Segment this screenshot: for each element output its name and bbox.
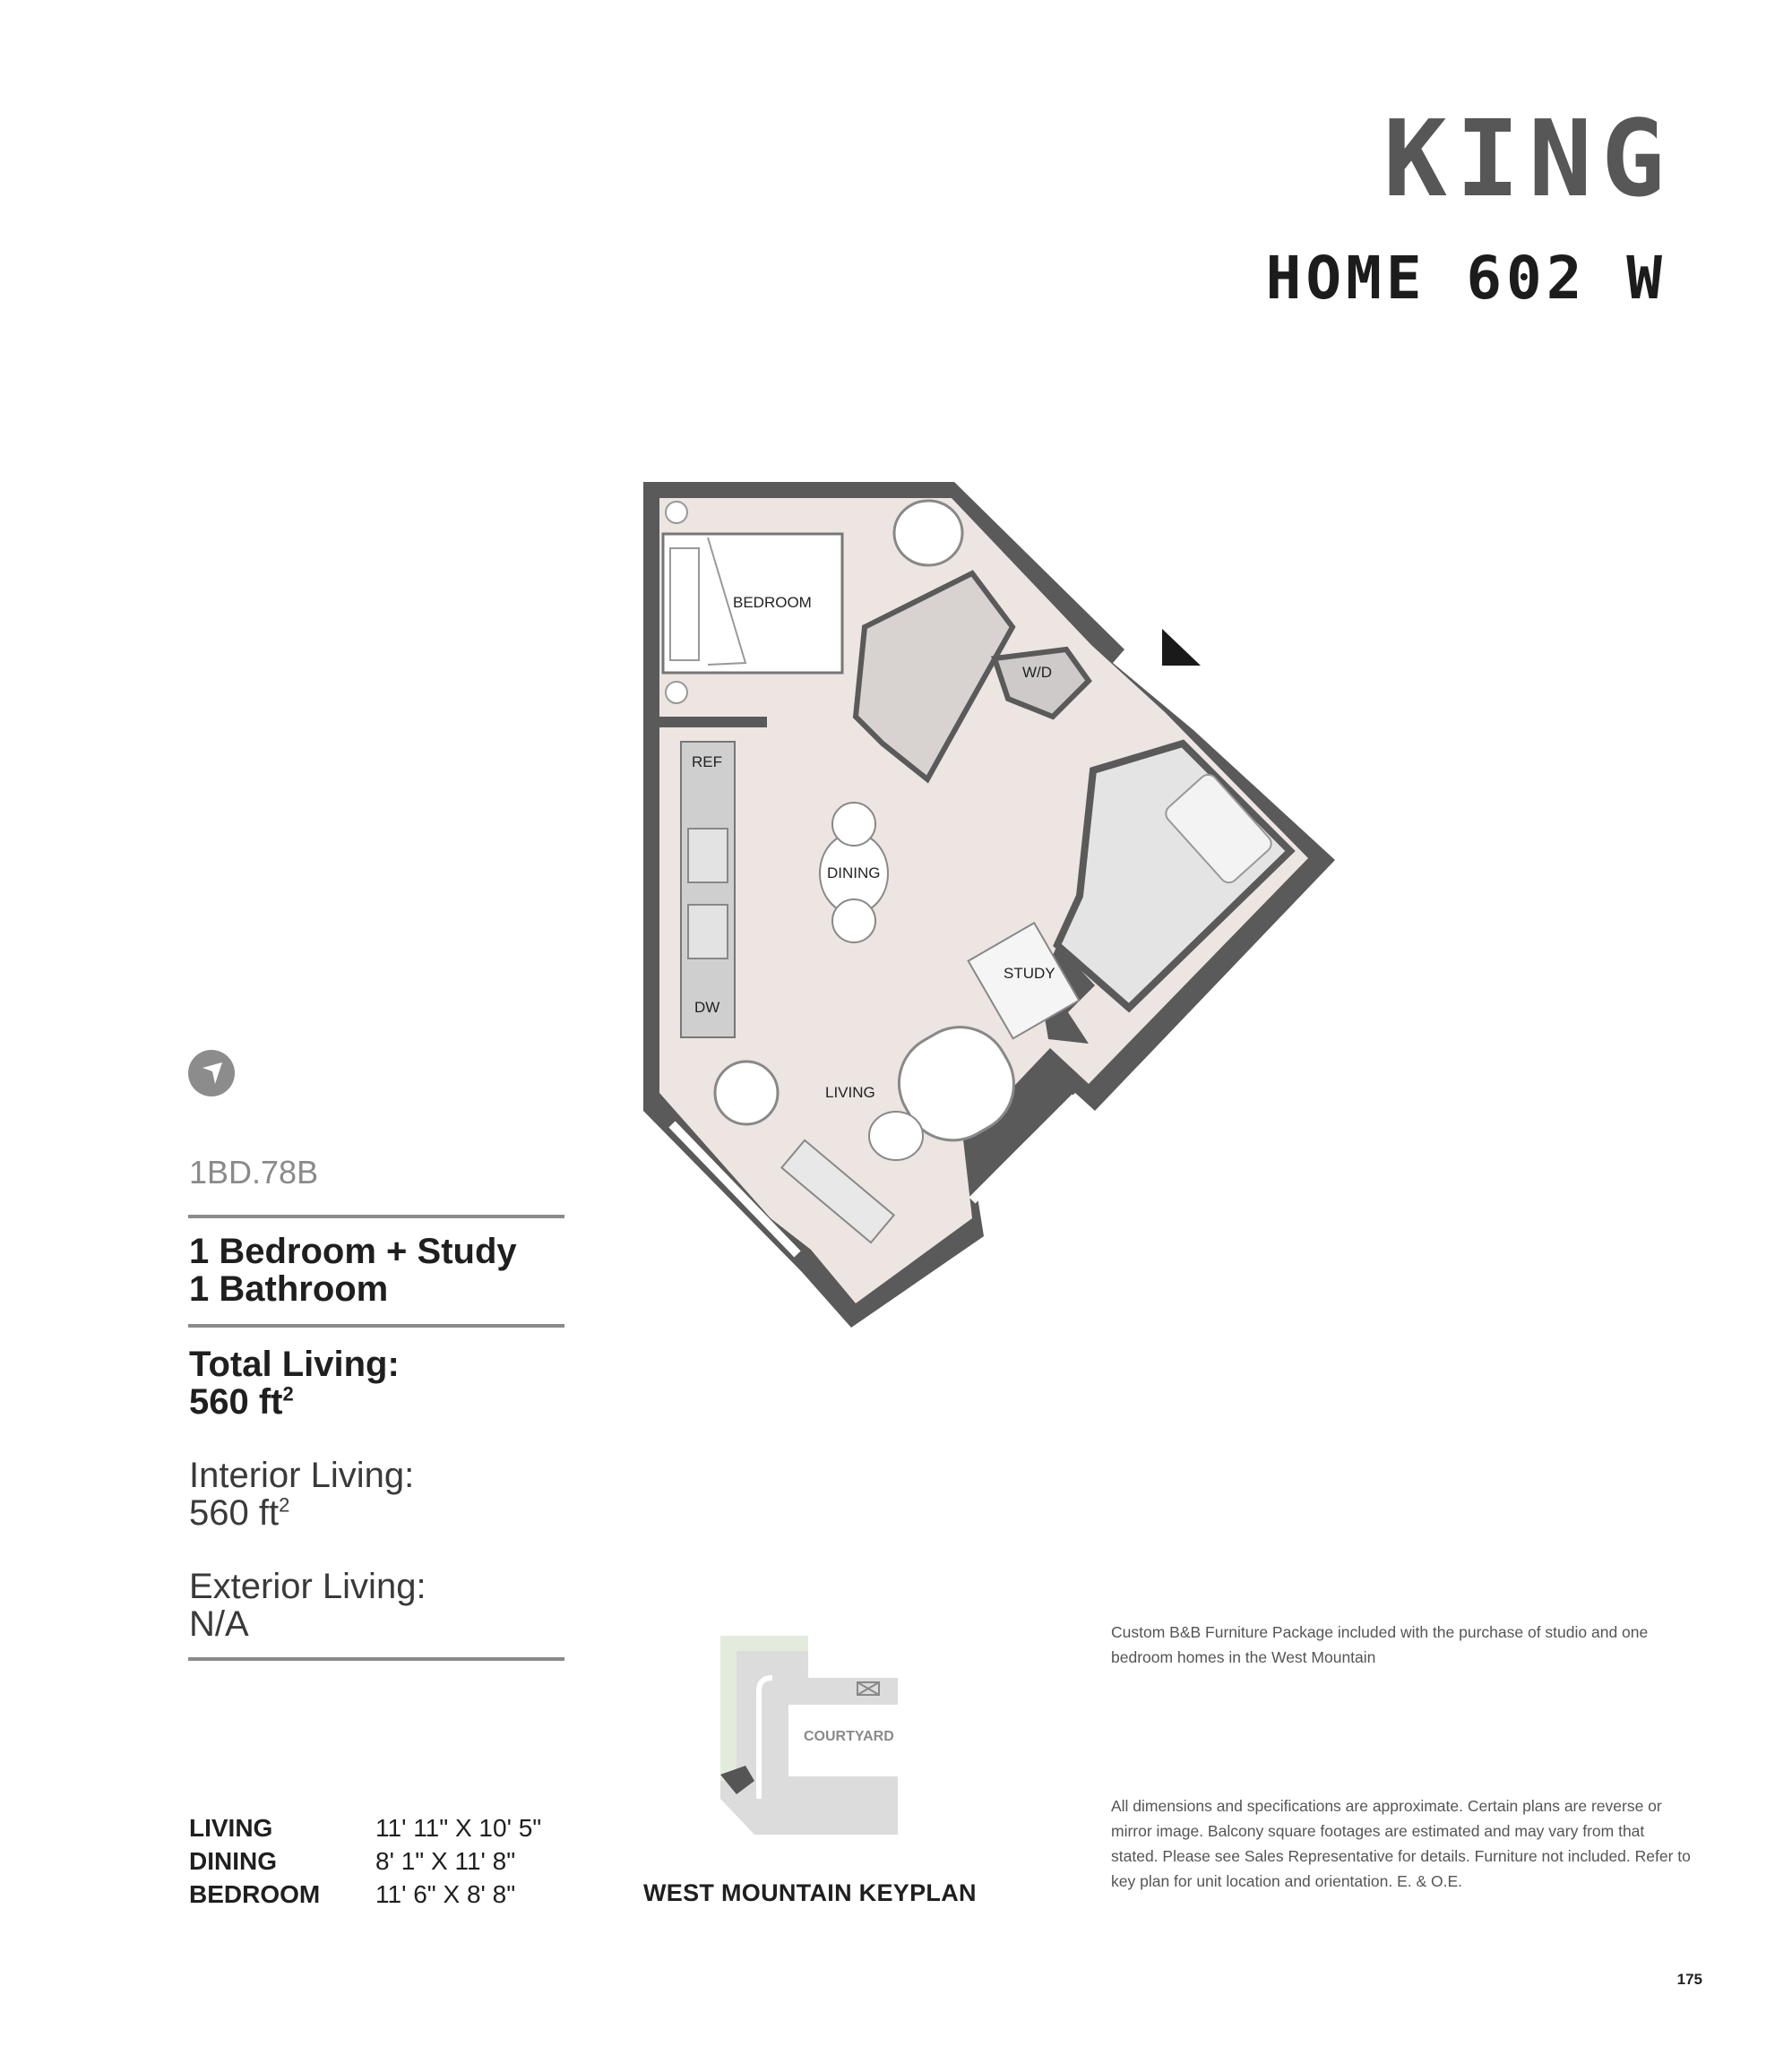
armchair-bedroom (894, 501, 962, 565)
table-row (189, 1878, 541, 1911)
north-arrow-icon (188, 1050, 235, 1096)
stove (688, 829, 728, 882)
pillow (670, 548, 699, 660)
room-label-living: LIVING (825, 1084, 875, 1101)
interior-living-label: Interior Living: (189, 1456, 415, 1495)
dimension-size: 11' 11" X 10' 5" (375, 1814, 542, 1842)
bathroom-count: 1 Bathroom (189, 1269, 389, 1309)
page-number: 175 (1676, 1971, 1702, 1988)
entry-marker-icon (1162, 629, 1201, 666)
coffee-table (869, 1112, 923, 1160)
keyplan-courtyard-label: COURTYARD (804, 1729, 894, 1744)
dimension-room: DINING (189, 1847, 277, 1875)
brand-logo-text: KING (1383, 97, 1674, 220)
divider (188, 1657, 564, 1661)
dining-chair-bottom (832, 899, 875, 942)
divider (188, 1215, 564, 1218)
bathroom (1057, 744, 1290, 1008)
dimension-room: LIVING (189, 1814, 273, 1842)
dimension-size: 8' 1" X 11' 8" (375, 1847, 516, 1875)
room-label-study: STUDY (1004, 965, 1055, 982)
dimension-room: BEDROOM (189, 1880, 321, 1908)
interior-living-value: 560 $ft^2$ (189, 1493, 290, 1533)
dimensions-table (189, 1811, 541, 1911)
divider (188, 1324, 564, 1328)
table-row (189, 1811, 541, 1844)
bedroom-count: 1 Bedroom + Study (189, 1232, 517, 1271)
dimension-size: 11' 6" X 8' 8" (375, 1880, 516, 1908)
exterior-living-value: N/A (189, 1604, 249, 1644)
table-row (189, 1844, 541, 1878)
total-living-label: Total Living: (189, 1345, 400, 1384)
dining-chair-top (832, 803, 875, 846)
armchair-living (715, 1062, 778, 1124)
home-title: HOME 602 W (1265, 244, 1667, 313)
kitchen-counter (681, 742, 735, 1037)
room-label-dw: DW (694, 999, 720, 1016)
sink (688, 905, 728, 959)
furniture-note: Custom B&B Furniture Package included with the purchase of studio and one bedroom homes in the West Mountain (1111, 1623, 1649, 1666)
room-label-wd: W/D (1022, 664, 1053, 681)
room-label-dining: DINING (827, 864, 881, 881)
exterior-living-label: Exterior Living: (189, 1567, 426, 1606)
bedroom-partition (659, 717, 767, 727)
keyplan-title: WEST MOUNTAIN KEYPLAN (643, 1879, 977, 1906)
room-label-ref: REF (692, 753, 722, 770)
keyplan-map (719, 1629, 902, 1844)
disclaimer-note: All dimensions and specifications are approximate. Certain plans are reverse or mirror image. Balcony square footages are estimated and may vary from that stated. Please see Sales Representative for details. Furniture not included. Refer to key plan for unit location and orientation. E. & O.E. (1111, 1797, 1691, 1890)
floor-plan (627, 466, 1362, 1344)
room-label-bedroom: BEDROOM (733, 594, 812, 611)
total-living-value: 560 $ft^2$ (189, 1382, 294, 1422)
unit-code: 1BD.78B (189, 1154, 319, 1191)
